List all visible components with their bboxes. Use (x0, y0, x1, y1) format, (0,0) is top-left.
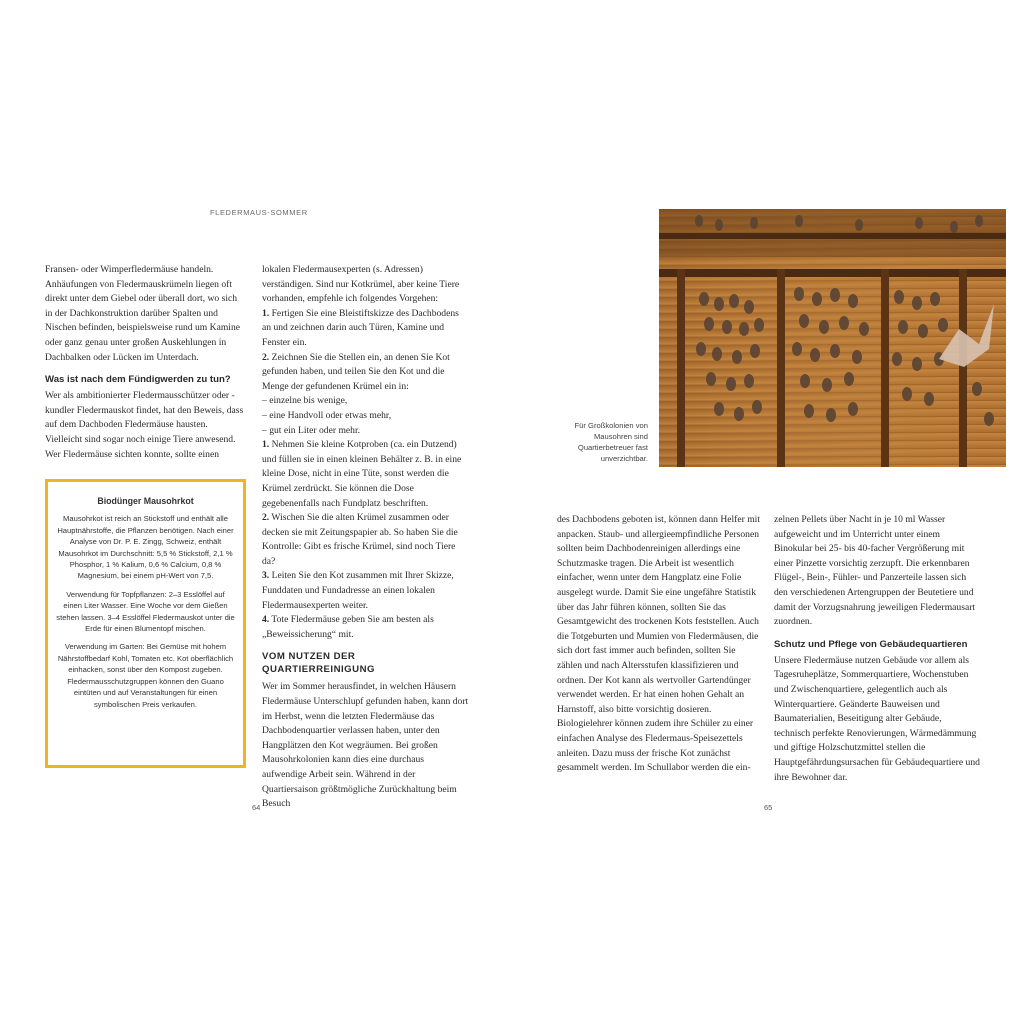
dash-item: – gut ein Liter oder mehr. (262, 424, 361, 436)
section-heading-caps: VOM NUTZEN DER QUARTIERREINIGUNG (262, 651, 375, 676)
right-column-1 (557, 513, 760, 776)
step-item: 2. Zeichnen Sie die Stellen ein, an denen Sie Kot gefunden haben, und teilen Sie den Kot und die Menge der gefundenen Krümel ein in: (262, 351, 450, 392)
info-box-paragraph: Mausohrkot ist reich an Stickstoff und enthält alle Hauptnährstoffe, die Pflanzen benötigen. Nach einer Analyse von Dr. P. E. Zingg, Schweiz, enthält Mausohrkot im Durchschnitt: 5,5 % Stickstoff, 2,1 % Phosphor, 1 % Kalium, 0,6 % Calcium, 0,8 % Magnesium, bei einem pH-Wert von 7,5. (57, 514, 234, 581)
info-box-title: Biodünger Mausohrkot (97, 496, 194, 506)
dash-item: – eine Handvoll oder etwas mehr, (262, 409, 392, 421)
body-paragraph: Wer als ambitionierter Fledermausschützer oder -kundler Fledermauskot findet, hat den Beweis, dass auf dem Dachboden Fledermäuse hausten. Vielleicht sind sogar noch einige Tiere anwesend. Wer Fledermäuse sichten konnte, sollte einen (45, 390, 244, 460)
body-paragraph: Biologielehrer können zudem ihre Schüler zu einer einfachen Analyse des Fledermaus-Speisezettels anleiten. Dazu muss der frische Kot zunächst gesammelt werden. Im Schullabor werden die ein- (557, 718, 754, 774)
step-item: 4. Tote Fledermäuse geben Sie am besten als „Beweissicherung“ mit. (262, 614, 434, 640)
photo-caption: Für Großkolonien von Mausohren sind Quartierbetreuer fast unverzichtbar. (574, 421, 648, 463)
body-paragraph: zelnen Pellets über Nacht in je 10 ml Wasser aufgeweicht und im Unterricht unter einem Binokular bei 25- bis 40-facher Vergrößerung mit einer Pinzette vorsichtig zerzupft. Die erkennbaren Flügel-, Bein-, Fühler- und Panzerteile lassen sich den verschiedenen Artengruppen der Beutetiere und damit der Vorzugsnahrung jeweiligen Fledermausart zuordnen. (774, 514, 976, 628)
info-box-paragraph: Verwendung im Garten: Bei Gemüse mit hohem Nährstoffbedarf Kohl, Tomaten etc. Kot oberflächlich einhacken, sonst über den Kompost zugeben. Fledermausschutzgruppen können den Guano eintüten und auf Veranstaltungen für einen symbolischen Preis verkaufen. (57, 642, 234, 709)
right-column-2 (774, 513, 980, 785)
body-paragraph: Unsere Fledermäuse nutzen Gebäude vor allem als Tagesruheplätze, Sommerquartiere, Wochenstuben und Zwischenquartiere, gelegentlich auch als Winterquartiere. Geänderte Bauweisen und Baumaterialien, Beseitigung alter Gebäude, technisch perfekte Renovierungen, Wärmedämmung und giftige Holzschutzmittel stellen die Hauptgefährdungsursachen für Gebäudequartiere und ihre Bewohner dar. (774, 654, 980, 783)
step-item: 1. Fertigen Sie eine Bleistiftskizze des Dachbodens an und zeichnen darin auch Türen, Kamine und Fenster ein. (262, 307, 459, 348)
intro-paragraph: Fransen- oder Wimperfledermäuse handeln. Anhäufungen von Fledermauskrümeln liegen oft direkt unter dem Giebel oder überall dort, wo sich in der Dachkonstruktion darüber Spalten und Nischen befinden, beispielsweise rund um Kamine oder ganz genau unter großen Auskehlungen in Dachbalken oder Lücken im Unterdach. (45, 264, 241, 363)
step-item: 2. Wischen Sie die alten Krümel zusammen oder decken sie mit Zeitungspapier ab. So haben Sie die Kontrolle: Gibt es frische Krümel, sind noch Tiere da? (262, 512, 458, 567)
page-number-right: 65 (764, 803, 773, 812)
left-column-1 (45, 263, 246, 462)
bat-colony-photo (659, 209, 1006, 467)
body-paragraph: Wer im Sommer herausfindet, in welchen Häusern Fledermäuse Unterschlupf gefunden haben, kann dort im Herbst, wenn die letzten Fledermäuse das Dachbodenquartier verlassen haben, unter den Hangplätzen den Kot wegräumen. Bei großen Mausohrkolonien kann dies eine durchaus aufwendige Arbeit sein. Während in der Quartiersaison größtmögliche Zurückhaltung beim Besuch (262, 681, 469, 810)
bat-colony-image (659, 209, 1006, 467)
section-heading: Was ist nach dem Fündigwerden zu tun? (45, 374, 231, 386)
intro-paragraph: lokalen Fledermausexperten (s. Adressen) verständigen. Sind nur Kotkrümel, aber keine Tiere vorhanden, empfehle ich folgendes Vorgehen: (262, 264, 460, 305)
page-number-left: 64 (252, 803, 261, 812)
step-item: 1. Nehmen Sie kleine Kotproben (ca. ein Dutzend) und füllen sie in einen kleinen Behälter z. B. in eine kleine Dose, nicht in eine Tüte, sonst werden die Krümel zerdrückt. Sie können die Dose gegebenenfalls nach Fundplatz beschriften. (262, 439, 462, 509)
running-head: FLEDERMAUS-SOMMER (210, 208, 308, 217)
body-paragraph: des Dachbodens geboten ist, können dann Helfer mit anpacken. Staub- und allergieempfindliche Personen sollten beim Dachbodenreinigen allerdings eine Schutzmaske tragen. Die Arbeit ist wesentlich einfacher, wenn unter dem Hangplatz eine Folie ausgelegt wurde. Damit Sie eine ungefähre Statistik über das Jahr führen können, sollten Sie das Gesamtgewicht des trockenen Kots feststellen. Auch die Totgeburten und Mumien von Fledermäusen, die sich dort fast immer auch befinden, sollten Sie zählen und nach Altersstufen klassifizieren und ordnen. Der Kot kann als wertvoller Gartendünger verwendet werden. Er hat einen hohen Gehalt an Harnstoff, also bitte vorsichtig dosieren. (557, 514, 761, 715)
info-box (45, 479, 246, 768)
step-item: 3. Leiten Sie den Kot zusammen mit Ihrer Skizze, Funddaten und Fundadresse an einen lokalen Fledermausexperten weiter. (262, 570, 454, 611)
dash-item: – einzelne bis wenige, (262, 395, 348, 407)
section-heading: Schutz und Pflege von Gebäudequartieren (774, 638, 968, 650)
left-column-2 (262, 263, 470, 812)
info-box-paragraph: Verwendung für Topfpflanzen: 2–3 Esslöffel auf einen Liter Wasser. Eine Woche vor dem Gießen stehen lassen. 3–4 Esslöffel Fledermauskot unter die Erde für einen Blumentopf mischen. (56, 589, 235, 634)
